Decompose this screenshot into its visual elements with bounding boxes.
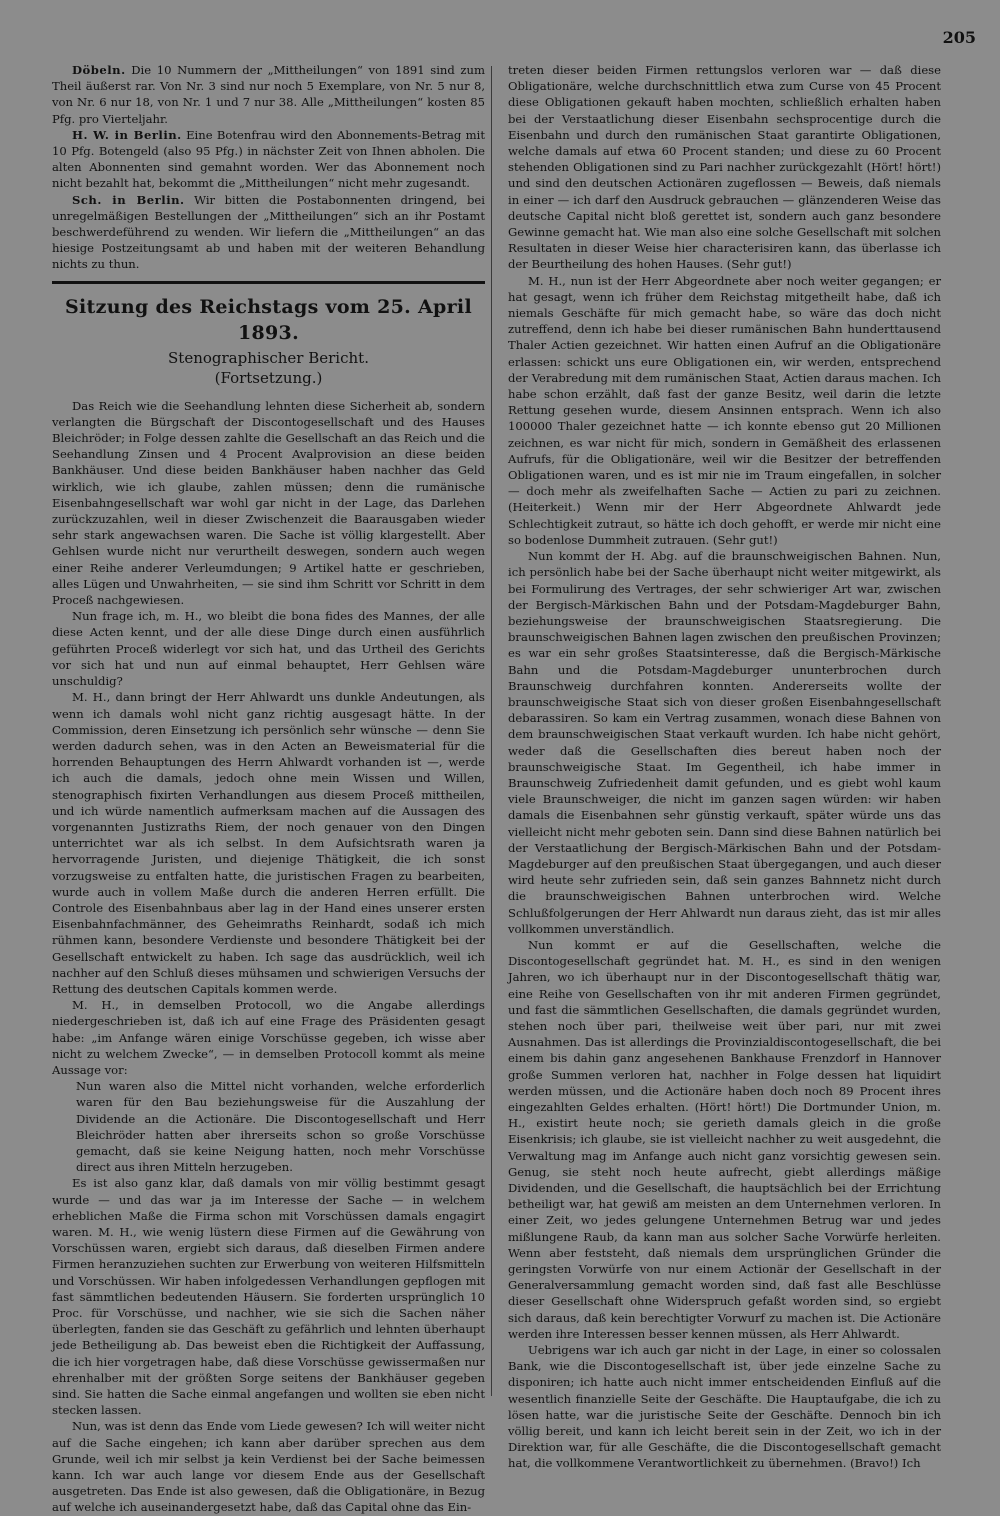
article-paragraph: Uebrigens war ich auch gar nicht in der Lage, in einer so colossalen Bank, wie die Discontogesellschaft ist, über jede einzelne Sache zu disponiren; ich hatte auch nicht immer entscheidenden Einfluß auf die wesentlich finanzielle Seite der Geschäfte. Die Hauptaufgabe, die ich zu lösen hatte, war die juristische Seite der Geschäfte. Dennoch bin ich völlig bereit, und kann ich leicht bereit sein in der Zeit, wo ich in der Direktion war, für alle Geschäfte, die die Discontogesellschaft gemacht hat, die vollkommene Verantwortlichkeit zu übernehmen. (Bravo!) Ich: [508, 1343, 941, 1471]
article-continuation-note: (Fortsetzung.): [214, 368, 323, 387]
article-paragraph: Nun frage ich, m. H., wo bleibt die bona fides des Mannes, der alle diese Acten kennt, und der alle diese Dinge durch einen ausführlich geführten Proceß widerlegt vor sich hat, und das Urtheil des Gerichts vor sich hat und nun auf einmal behauptet, Herr Gehlsen wäre unschuldig?: [52, 609, 485, 689]
notice-name: Döbeln.: [72, 63, 126, 77]
left-column: [52, 62, 485, 1516]
article-subheading: Stenographischer Bericht.: [168, 348, 369, 367]
section-divider: [52, 281, 485, 284]
article-paragraph: M. H., dann bringt der Herr Ahlwardt uns dunkle Andeutungen, als wenn ich damals wohl nicht ganz richtig ausgesagt hätte. In der Commission, deren Einsetzung ich persönlich sehr wünsche — denn Sie werden dadurch sehen, was in den Acten an Beweismaterial für die horrenden Behauptungen des Herrn Ahlwardt vorhanden ist —, werde ich auch die damals, jedoch ohne mein Wissen und Willen, stenographisch fixirten Verhandlungen aus diesem Proceß mittheilen, und ich würde namentlich aufmerksam machen auf die Aussagen des vorgenannten Justizraths Riem, der noch genauer von den Dingen unterrichtet war als ich selbst. In dem Aufsichtsrath waren ja hervorragende Juristen, und diejenige Thätigkeit, die ich sonst vorzugsweise zu entfalten hatte, die juristischen Fragen zu bearbeiten, wurde auch in vollem Maße durch die anderen Herren erfüllt. Die Controle des Eisenbahnbaus aber lag in der Hand eines unserer ersten Eisenbahnfachmänner, des Geheimraths Reinhardt, sodaß ich mich rühmen kann, besondere Verdienste und besondere Thätigkeit bei der Gesellschaft entwickelt zu haben. Ich sage das ausdrücklich, weil ich nachher auf den Schluß dieses mühsamen und schwierigen Versuchs der Rettung des deutschen Capitals kommen werde.: [52, 690, 485, 996]
article-paragraph-continued: treten dieser beiden Firmen rettungslos verloren war — daß diese Obligationäre, welche durchschnittlich etwa zum Curse von 45 Procent diese Obligationen gekauft haben mochten, schließlich erhalten haben bei der Verstaatlichung dieser Eisenbahn sechsprocentige durch die Eisenbahn und durch den rumänischen Staat garantirte Obligationen, welche damals auf etwa 60 Procent standen; und diese zu 60 Procent stehenden Obligationen sind zu Pari nachher zurückgezahlt (Hört! hört!) und sind den deutschen Actionären zugeflossen — Beweis, daß niemals in einer — ich darf den Ausdruck gebrauchen — glänzenderen Weise das deutsche Capital nicht bloß gerettet ist, sondern auch ganz besondere Gewinne gemacht hat. Wie man also eine solche Gesellschaft mit solchen Resultaten in dieser Weise hier characterisiren kann, das überlasse ich der Beurtheilung des hohen Hauses. (Sehr gut!): [508, 63, 941, 272]
notice-name: H. W. in Berlin.: [72, 127, 182, 142]
article-quote: Nun waren also die Mittel nicht vorhanden, welche erforderlich waren für den Bau beziehungsweise für die Auszahlung der Dividende an die Actionäre. Die Discontogesellschaft und Herr Bleichröder hatten aber ihrerseits schon so große Vorschüsse gemacht, daß sie keine Neigung hatten, noch mehr Vorschüsse direct aus ihren Mitteln herzugeben.: [76, 1079, 485, 1175]
notice-hw-berlin: [52, 127, 485, 192]
article-paragraph: M. H., nun ist der Herr Abgeordnete aber noch weiter gegangen; er hat gesagt, wenn ich früher dem Reichstag mitgetheilt habe, daß ich niemals Geschäfte für mich gemacht habe, so wäre das doch nicht zutreffend, denn ich habe bei dieser rumänischen Bahn hunderttausend Thaler Actien gezeichnet. Wir hatten einen Aufruf an die Obligationäre erlassen: schickt uns eure Obligationen ein, wir werden, entsprechend der Verabredung mit dem rumänischen Staat, Actien daraus machen. Ich habe schon erzählt, daß fast der ganze Besitz, weil darin die letzte Rettung gesehen wurde, diesem Ansinnen entsprach. Wenn ich also 100000 Thaler gezeichnet hatte — ich konnte ebenso gut 20 Millionen zeichnen, es war nicht für mich, sondern in Gemäßheit des erlassenen Aufrufs, für die Obligationäre, weil wir die Besitzer der betreffenden Obligationen waren, und es ist mir nie im Traum eingefallen, in solcher — doch mehr als zweifelhaften Sache — Actien zu pari zu zeichnen. (Heiterkeit.) Wenn mir der Herr Abgeordnete Ahlwardt jede Schlechtigkeit zutraut, so hätte ich doch gehofft, er werde mir nicht eine so bodenlose Dummheit zutrauen. (Sehr gut!): [508, 273, 941, 547]
column-divider: [491, 66, 492, 1396]
notice-doebeln: [52, 62, 485, 127]
article-paragraph: M. H., in demselben Protocoll, wo die Angabe allerdings niedergeschrieben ist, daß ich auf eine Frage des Präsidenten gesagt habe: „im Anfange wären einige Vorschüsse gegeben, ich wisse aber nicht zu welchem Zwecke“, — in demselben Protocoll kommt als meine Aussage vor:: [52, 998, 485, 1077]
page-number: 205: [942, 28, 976, 47]
article-paragraph: Es ist also ganz klar, daß damals von mir völlig bestimmt gesagt wurde — und das war ja im Interesse der Sache — in welchem erheblichen Maße die Firma schon mit Vorschüssen damals engagirt waren. M. H., wie wenig lüstern diese Firmen auf die Gewährung von Vorschüssen waren, ergiebt sich daraus, daß dieselben Firmen andere Firmen heranzuziehen suchten zur Erwerbung von weiteren Hilfsmitteln und Vorschüssen. Wir haben infolgedessen Verhandlungen gepflogen mit fast sämmtlichen bedeutenden Häusern. Sie forderten ursprünglich 10 Proc. für Vorschüsse, und nachher, wie sie sich die Sachen näher überlegten, fanden sie das Geschäft zu gefährlich und lehnten überhaupt jede Betheiligung ab. Das beweist eben die Richtigkeit der Auffassung, die ich hier vorgetragen habe, daß diese Vorschüsse gewissermaßen nur ehrenhalber mit der größten Sorge seitens der Bankhäuser gegeben sind. Sie hatten die Sache einmal angefangen und wollten sie eben nicht stecken lassen.: [52, 1176, 485, 1418]
article-paragraph: Das Reich wie die Seehandlung lehnten diese Sicherheit ab, sondern verlangten die Bürgschaft der Discontogesellschaft und des Hauses Bleichröder; in Folge dessen zahlte die Gesellschaft an das Reich und die Seehandlung Zinsen und 4 Procent Avalprovision an diese beiden Bankhäuser. Und diese beiden Bankhäuser haben nachher das Geld wirklich, wie ich glaube, zahlen müssen; denn die rumänische Eisenbahngesellschaft war wohl gar nicht in der Lage, das Darlehen zurückzuzahlen, weil in dieser Zwischenzeit die Baarausgaben wieder sehr stark angewachsen waren. Die Sache ist völlig klargestellt. Aber Gehlsen wurde nicht nur verurtheilt deswegen, sondern auch wegen einer Reihe anderer Verleumdungen; 9 Artikel hatte er geschrieben, alles Lügen und Unwahrheiten, — sie sind ihm Schritt vor Schritt in dem Proceß nachgewiesen.: [52, 398, 485, 608]
article-heading: Sitzung des Reichstags vom 25. April 1893.: [65, 295, 472, 344]
right-column: [508, 62, 941, 1472]
article-paragraph: Nun, was ist denn das Ende vom Liede gewesen? Ich will weiter nicht auf die Sache eingehen; ich kann aber darüber sprechen aus dem Grunde, weil ich mir selbst ja kein Verdienst bei der Sache beimessen kann. Ich war auch lange vor diesem Ende aus der Gesellschaft ausgetreten. Das Ende ist also gewesen, daß die Obligationäre, in Bezug auf welche ich auseinandergesetzt habe, daß das Capital ohne das Ein-: [52, 1419, 485, 1515]
notice-text: Die 10 Nummern der „Mittheilungen“ von 1891 sind zum Theil äußerst rar. Von Nr. 3 sind nur noch 5 Exemplare, von Nr. 5 nur 8, von Nr. 6 nur 18, von Nr. 1 und 7 nur 38. Alle „Mittheilungen“ kosten 85 Pfg. pro Vierteljahr.: [52, 63, 485, 126]
notice-sch-berlin: [52, 192, 485, 273]
notice-name: Sch. in Berlin.: [72, 192, 185, 207]
notice-text: Eine Botenfrau wird den Abonnements-Betrag mit 10 Pfg. Botengeld (also 95 Pfg.) in nächster Zeit von Ihnen abholen. Die alten Abonnenten sind gemahnt worden. Wer das Abonnement noch nicht bezahlt hat, bekommt die „Mittheilungen“ nicht mehr zugesandt.: [52, 127, 485, 191]
article-paragraph: Nun kommt der H. Abg. auf die braunschweigischen Bahnen. Nun, ich persönlich habe bei der Sache überhaupt nicht weiter mitgewirkt, als bei Formulirung des Vertrages, der sehr schwieriger Art war, zwischen der Bergisch-Märkischen Bahn und der Potsdam-Magdeburger Bahn, beziehungsweise der braunschweigischen Staatsregierung. Die braunschweigischen Bahnen lagen zwischen den preußischen Provinzen; es war ein sehr großes Staatsinteresse, daß die Bergisch-Märkische Bahn und die Potsdam-Magdeburger ununterbrochen durch Braunschweig durchfahren konnten. Andererseits wollte der braunschweigische Staat sich von dieser großen Eisenbahngesellschaft debarassiren. So kam ein Vertrag zusammen, wonach diese Bahnen von dem braunschweigischen Staat verkauft wurden. Ich habe nicht gehört, weder daß die Gesellschaften dies bereut haben noch der braunschweigische Staat. Im Gegentheil, ich habe immer in Braunschweig Zufriedenheit damit gefunden, und es giebt wohl kaum viele Braunschweiger, die nicht im ganzen sagen würden: wir haben damals die Eisenbahnen sehr günstig verkauft, später würde uns das vielleicht nicht mehr geboten sein. Dann sind diese Bahnen natürlich bei der Verstaatlichung der Bergisch-Märkischen Bahn und der Potsdam-Magdeburger auf den preußischen Staat übergegangen, und auch dieser wird heute sehr zufrieden sein, daß sein ganzes Bahnnetz nicht durch die braunschweigischen Bahnen unterbrochen wird. Welche Schlußfolgerungen der Herr Ahlwardt nun daraus zieht, das ist mir alles vollkommen unverständlich.: [508, 549, 941, 936]
notice-text: Wir bitten die Postabonnenten dringend, bei unregelmäßigen Bestellungen der „Mittheilungen“ sich an ihr Postamt beschwerdeführend zu wenden. Wir liefern die „Mittheilungen“ an das hiesige Postzeitungsamt ab und haben mit der weiteren Behandlung nichts zu thun.: [52, 192, 486, 272]
article-paragraph: Nun kommt er auf die Gesellschaften, welche die Discontogesellschaft gegründet hat. M. H., es sind in den wenigen Jahren, wo ich überhaupt nur in der Discontogesellschaft thätig war, eine Reihe von Gesellschaften von ihr mit anderen Firmen gegründet, und fast die sämmtlichen Gesellschaften, die damals gegründet wurden, stehen noch über pari, theilweise weit über pari, nur mit zwei Ausnahmen. Das ist allerdings die Provinzialdiscontogesellschaft, die bei einem bis dahin ganz angesehenen Bankhause Frenzdorf in Hannover große Summen verloren hat, nachher in Folge dessen hat liquidirt werden müssen, und die Actionäre haben doch noch 89 Procent ihres eingezahlten Geldes erhalten. (Hört! hört!) Die Dortmunder Union, m. H., existirt heute noch; sie gerieth damals gleich in die große Eisenkrisis; ich glaube, sie ist vielleicht nachher zu weit ausgedehnt, die Verwaltung mag im Anfange auch nicht ganz vorsichtig gewesen sein. Genug, sie steht noch heute aufrecht, giebt allerdings mäßige Dividenden, und die Gesellschaft, die hauptsächlich bei der Errichtung betheiligt war, hat gewiß am meisten an dem Unternehmen verloren. In einer Zeit, wo jedes gelungene Unternehmen Betrug war und jedes mißlungene Raub, da kann man aus solcher Sache Vorwürfe herleiten. Wenn aber feststeht, daß niemals dem ursprünglichen Gründer die geringsten Vorwürfe von nur einem Actionär der Gesellschaft in der Generalversammlung gemacht worden sind, daß fast alle Beschlüsse dieser Gesellschaft ohne Widerspruch gefaßt worden sind, so ergiebt sich daraus, daß kein berechtigter Vorwurf zu machen ist. Die Actionäre werden ihre Interessen besser kennen müssen, als Herr Ahlwardt.: [508, 937, 941, 1341]
